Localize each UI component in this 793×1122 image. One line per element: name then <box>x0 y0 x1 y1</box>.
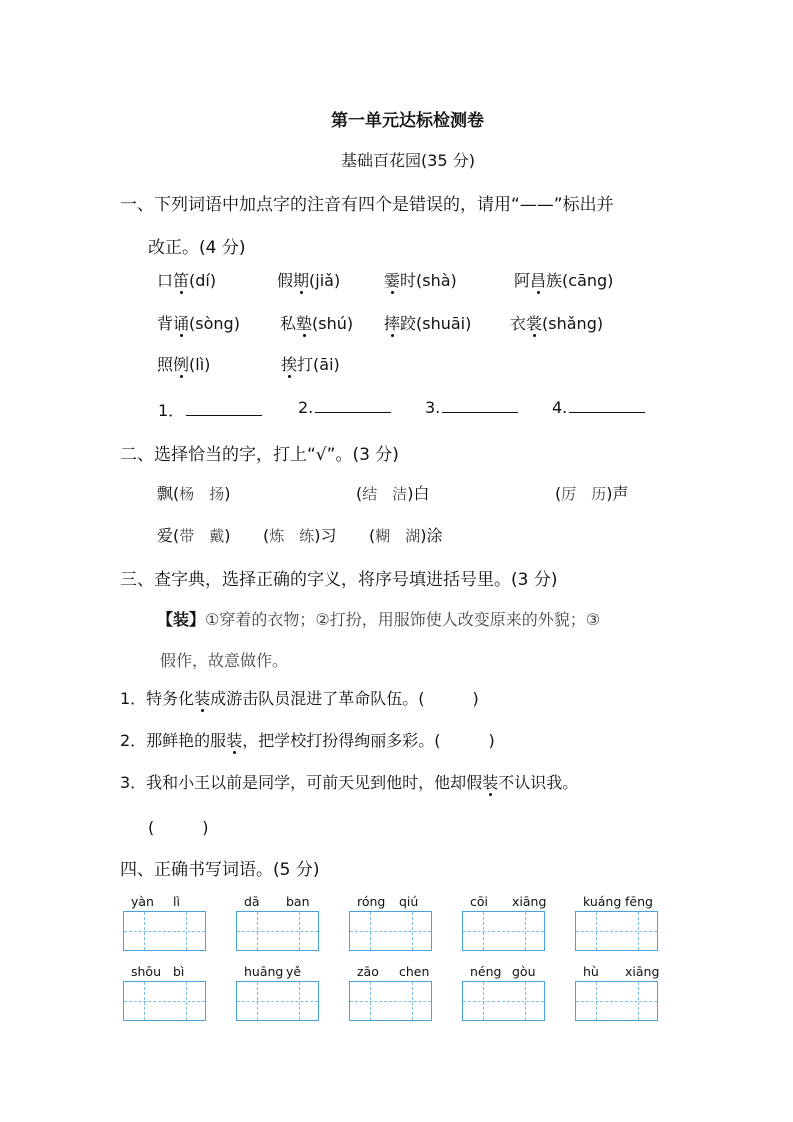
q1-row3-word-2 <box>281 352 340 375</box>
answer-label-1: 1． <box>158 401 185 420</box>
dotted-char: 装 <box>194 689 211 708</box>
q4-row2-writing-box-5[interactable] <box>575 981 658 1021</box>
pinyin-note: (lì) <box>189 355 211 374</box>
dotted-char: 笛 <box>173 271 190 290</box>
choice-head: ( <box>263 526 270 545</box>
choice-options[interactable]: 杨 扬 <box>179 485 225 503</box>
q3-prompt: 三、查字典，选择正确的字义，将序号填进括号里。(3 分) <box>120 570 558 590</box>
choice-options[interactable]: 厉 历 <box>561 485 607 503</box>
q4-row1-writing-box-4[interactable] <box>462 911 545 951</box>
choice-tail: )白 <box>407 484 430 503</box>
q2-row2-choice-1[interactable] <box>157 523 231 546</box>
choice-head: 飘( <box>157 484 180 503</box>
pinyin-note: (shú) <box>312 314 354 333</box>
pinyin-note: (dí) <box>189 271 217 290</box>
pinyin-note: 时(shà) <box>400 271 457 290</box>
answer-blank-3[interactable] <box>425 398 518 417</box>
q4-row1-pinyin-4-a: cōi <box>470 894 488 909</box>
word-prefix: 口 <box>157 271 174 290</box>
q4-row1-writing-box-1[interactable] <box>123 911 206 951</box>
q2-row1-choice-3[interactable] <box>555 481 629 504</box>
item-text-before: 3．我和小王以前是同学，可前天见到他时，他却假 <box>120 773 483 792</box>
q1-row1-word-3 <box>384 268 457 291</box>
q2-row1-choice-1[interactable] <box>157 481 231 504</box>
q1-row1-word-4 <box>514 268 613 291</box>
q4-row2-writing-box-2[interactable] <box>236 981 319 1021</box>
q1-prompt-line2: 改正。(4 分) <box>148 238 246 258</box>
definition-text-1: ①穿着的衣物；②打扮，用服饰使人改变原来的外貌；③ <box>205 610 601 629</box>
q4-row2-pinyin-2-b: yě <box>286 964 302 979</box>
q4-row2-pinyin-1-b: bì <box>173 964 185 979</box>
q3-item-3 <box>120 770 578 793</box>
q4-row1-writing-box-3[interactable] <box>349 911 432 951</box>
choice-head: ( <box>369 526 376 545</box>
choice-tail: )涂 <box>420 526 443 545</box>
pinyin-note: 跤(shuāi) <box>400 314 472 333</box>
definition-head: 【装】 <box>157 610 206 629</box>
answer-blank-1[interactable] <box>158 398 262 421</box>
q4-row1-pinyin-2-b: ban <box>286 894 310 909</box>
q4-row1-pinyin-3-b: qiú <box>399 894 419 909</box>
choice-options[interactable]: 糊 湖 <box>375 527 421 545</box>
q3-definition-line1 <box>157 607 600 630</box>
q4-row2-pinyin-3-a: zāo <box>357 964 379 979</box>
q4-row2-pinyin-5-b: xiāng <box>625 964 660 979</box>
word-prefix: 衣 <box>510 314 527 333</box>
section-subtitle: 基础百花园(35 分) <box>341 151 475 170</box>
q3-item-2 <box>120 728 495 751</box>
q4-row2-pinyin-5-a: hù <box>583 964 599 979</box>
q4-prompt: 四、正确书写词语。(5 分) <box>120 860 320 880</box>
dotted-char: 裳 <box>526 314 543 333</box>
dotted-char: 装 <box>226 731 243 750</box>
q4-row2-writing-box-4[interactable] <box>462 981 545 1021</box>
answer-label-4: 4. <box>552 398 568 417</box>
q4-row2-pinyin-4-a: néng <box>470 964 502 979</box>
dotted-char: 塾 <box>296 314 313 333</box>
q1-row2-word-1 <box>157 311 240 334</box>
q1-row3-word-1 <box>157 352 210 375</box>
pinyin-note: 族(cāng) <box>546 271 614 290</box>
q4-row1-pinyin-3-a: róng <box>357 894 386 909</box>
choice-tail: )声 <box>606 484 629 503</box>
answer-blank-4[interactable] <box>552 398 645 417</box>
q4-row1-pinyin-5-b: fēng <box>625 894 653 909</box>
q4-row1-pinyin-1-b: lì <box>173 894 180 909</box>
item-text-after: 不认识我。 <box>498 773 579 792</box>
answer-label-3: 3. <box>425 398 441 417</box>
page-title: 第一单元达标检测卷 <box>331 111 484 131</box>
q3-definition-line2: 假作，故意做作。 <box>160 651 289 670</box>
q4-row1-pinyin-4-b: xiāng <box>512 894 547 909</box>
dotted-char: 诵 <box>173 314 190 333</box>
choice-options[interactable]: 结 洁 <box>362 485 408 503</box>
q4-row2-pinyin-3-b: chen <box>399 964 430 979</box>
dotted-char: 霎 <box>384 271 401 290</box>
q4-row2-writing-box-1[interactable] <box>123 981 206 1021</box>
pinyin-note: (sòng) <box>189 314 240 333</box>
q1-row1-word-2 <box>277 268 340 291</box>
choice-tail: ) <box>224 526 231 545</box>
q4-row2-pinyin-4-b: gòu <box>512 964 536 979</box>
answer-label-2: 2. <box>298 398 314 417</box>
dotted-char: 摔 <box>384 314 401 333</box>
q4-row2-pinyin-1-a: shōu <box>131 964 162 979</box>
item-text-before: 1．特务化 <box>120 689 195 708</box>
word-prefix: 背 <box>157 314 174 333</box>
dotted-char: 期 <box>293 271 310 290</box>
choice-head: ( <box>356 484 363 503</box>
q4-row2-writing-box-3[interactable] <box>349 981 432 1021</box>
word-prefix: 照 <box>157 355 174 374</box>
choice-tail: ) <box>224 484 231 503</box>
pinyin-note: (jiǎ) <box>309 271 341 290</box>
q1-row1-word-1 <box>157 268 216 291</box>
pinyin-note: (shǎng) <box>542 314 604 333</box>
dotted-char: 昌 <box>530 271 547 290</box>
q2-row2-choice-3[interactable] <box>369 523 443 546</box>
q4-row1-writing-box-2[interactable] <box>236 911 319 951</box>
dotted-char: 挨 <box>281 355 298 374</box>
word-prefix: 私 <box>280 314 297 333</box>
choice-tail: )习 <box>314 526 337 545</box>
q3-item-1 <box>120 686 479 709</box>
answer-blank-2[interactable] <box>298 398 391 417</box>
item-text-before: 2．那鲜艳的服 <box>120 731 227 750</box>
q2-prompt: 二、选择恰当的字，打上“√”。(3 分) <box>120 445 399 465</box>
dotted-char: 例 <box>173 355 190 374</box>
q1-row2-word-2 <box>280 311 353 334</box>
choice-head: 爱( <box>157 526 180 545</box>
q4-row1-pinyin-2-a: dā <box>244 894 260 909</box>
q2-row2-choice-2[interactable] <box>263 523 337 546</box>
choice-head: ( <box>555 484 562 503</box>
q4-row1-pinyin-5-a: kuáng <box>583 894 622 909</box>
q1-row2-word-4 <box>510 311 603 334</box>
dotted-char: 装 <box>482 773 499 792</box>
word-prefix: 阿 <box>514 271 531 290</box>
item-text-after: ，把学校打扮得绚丽多彩。( ) <box>242 731 495 750</box>
q4-row1-writing-box-5[interactable] <box>575 911 658 951</box>
choice-options[interactable]: 炼 练 <box>269 527 315 545</box>
q4-row1-pinyin-1-a: yàn <box>131 894 154 909</box>
pinyin-note: 打(āi) <box>297 355 340 374</box>
q4-row2-pinyin-2-a: huāng <box>244 964 284 979</box>
q1-prompt-line1: 一、下列词语中加点字的注音有四个是错误的，请用“——”标出并 <box>120 195 614 215</box>
item-text-after: 成游击队员混进了革命队伍。( ) <box>210 689 479 708</box>
q3-item3-paren[interactable]: ( ) <box>148 818 209 837</box>
q1-row2-word-3 <box>384 311 471 334</box>
choice-options[interactable]: 带 戴 <box>179 527 225 545</box>
q2-row1-choice-2[interactable] <box>356 481 430 504</box>
word-prefix: 假 <box>277 271 294 290</box>
